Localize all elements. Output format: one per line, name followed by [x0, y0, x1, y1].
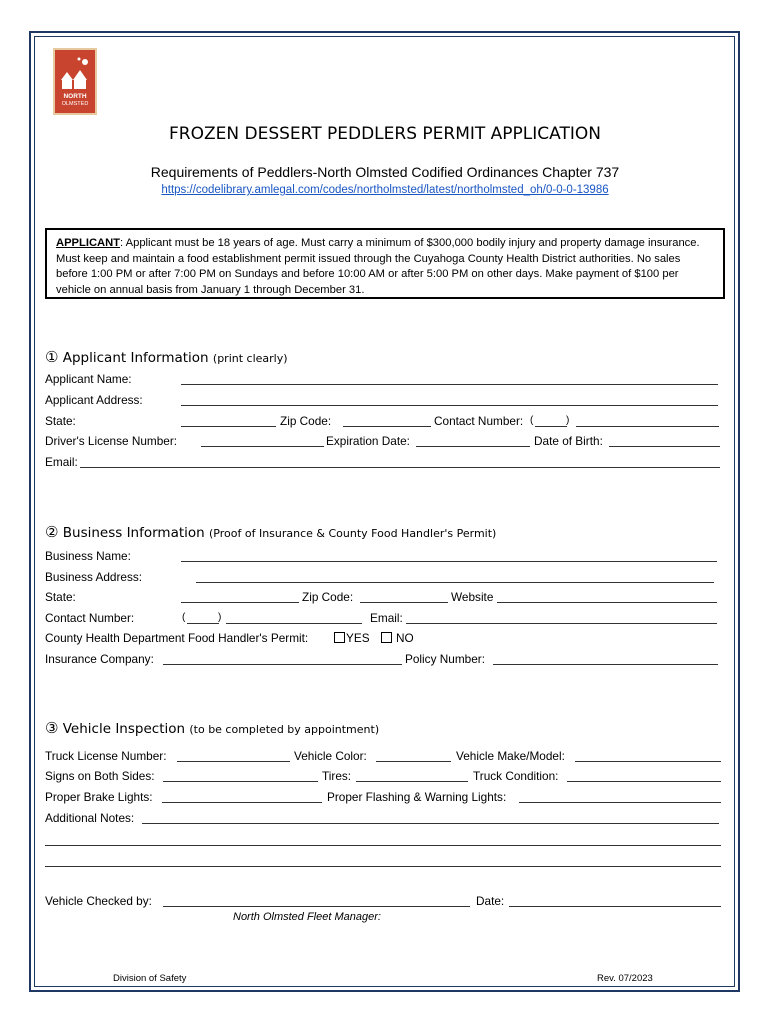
section-vehicle-heading — [45, 719, 379, 737]
make-model-field[interactable] — [575, 761, 721, 762]
page-subtitle: Requirements of Peddlers-North Olmsted Codified Ordinances Chapter 737 — [150, 164, 620, 180]
tires-field[interactable] — [356, 781, 468, 782]
section-note: (print clearly) — [212, 352, 288, 365]
flashing-lights-label: Proper Flashing & Warning Lights: — [327, 790, 507, 804]
fleet-manager-caption: North Olmsted Fleet Manager: — [233, 911, 381, 923]
permit-yes-label: YES — [346, 631, 370, 645]
notes-label: Additional Notes: — [45, 811, 135, 825]
state-label: State: — [45, 414, 76, 428]
applicant-address-field[interactable] — [181, 405, 718, 406]
section-note: (to be completed by appointment) — [189, 723, 380, 736]
svg-text:OLMSTED: OLMSTED — [61, 101, 89, 107]
business-name-field[interactable] — [181, 561, 717, 562]
notes-field-line-3[interactable] — [45, 866, 721, 867]
business-contact-field[interactable] — [226, 623, 362, 624]
business-zip-field[interactable] — [360, 602, 448, 603]
permit-yes-checkbox[interactable] — [334, 632, 345, 643]
notice-text: : Applicant must be 18 years of age. Must carry a minimum of $300,000 bodily injury and property damage insurance. Must keep and maintain a food establishment permit issued through the Cuyahoga County Health District authorities. No sales before 1:00 PM or after 7:00 PM on Sundays and before 10:00 AM or after 5:00 PM on other days. Make payment of $100 per vehicle on annual basis from January 1 through December 31. — [56, 237, 700, 296]
business-email-label: Email: — [370, 611, 403, 625]
permit-no-checkbox[interactable] — [381, 632, 392, 643]
business-state-label: State: — [45, 590, 76, 604]
make-model-label: Vehicle Make/Model: — [456, 749, 565, 763]
checked-by-label: Vehicle Checked by: — [45, 894, 152, 908]
website-field[interactable] — [497, 602, 717, 603]
business-zip-label: Zip Code: — [302, 590, 354, 604]
truck-condition-field[interactable] — [567, 781, 721, 782]
footer-revision: Rev. 07/2023 — [597, 973, 653, 984]
tires-label: Tires: — [322, 769, 352, 783]
page-title: FROZEN DESSERT PEDDLERS PERMIT APPLICATION — [169, 124, 601, 144]
policy-label: Policy Number: — [405, 652, 485, 666]
insurance-field[interactable] — [163, 664, 402, 665]
city-logo — [53, 48, 97, 115]
business-area-code-field[interactable] — [187, 623, 219, 624]
permit-no-label: NO — [396, 631, 414, 645]
contact-paren-close: ) — [566, 415, 570, 426]
section-number-2: ② — [45, 523, 59, 541]
business-name-label: Business Name: — [45, 549, 131, 563]
section-applicant-heading — [45, 348, 288, 366]
signs-field[interactable] — [163, 781, 318, 782]
section-business-heading — [45, 523, 496, 541]
applicant-name-label: Applicant Name: — [45, 372, 132, 386]
inspection-date-field[interactable] — [509, 906, 721, 907]
applicant-notice-box — [45, 228, 725, 299]
truck-condition-label: Truck Condition: — [473, 769, 559, 783]
signs-label: Signs on Both Sides: — [45, 769, 155, 783]
business-address-label: Business Address: — [45, 570, 143, 584]
expiration-label: Expiration Date: — [326, 434, 410, 448]
flashing-lights-field[interactable] — [519, 802, 721, 803]
business-email-field[interactable] — [406, 623, 717, 624]
notice-label: APPLICANT — [56, 237, 121, 249]
truck-license-label: Truck License Number: — [45, 749, 167, 763]
contact-number-field[interactable] — [576, 426, 719, 427]
applicant-address-label: Applicant Address: — [45, 393, 143, 407]
section-title: Applicant Information — [62, 350, 209, 366]
applicant-name-field[interactable] — [181, 384, 718, 385]
state-field[interactable] — [181, 426, 276, 427]
section-title: Business Information — [62, 525, 205, 541]
inspection-date-label: Date: — [476, 894, 505, 908]
contact-label: Contact Number: — [434, 414, 524, 428]
license-label: Driver's License Number: — [45, 434, 178, 448]
truck-license-field[interactable] — [177, 761, 290, 762]
email-label: Email: — [45, 455, 78, 469]
website-label: Website — [451, 590, 494, 604]
business-state-field[interactable] — [181, 602, 299, 603]
brake-lights-field[interactable] — [162, 802, 322, 803]
license-field[interactable] — [201, 446, 324, 447]
footer-division: Division of Safety — [113, 973, 187, 984]
zip-field[interactable] — [343, 426, 431, 427]
section-title: Vehicle Inspection — [62, 721, 186, 737]
email-field[interactable] — [80, 467, 720, 468]
section-number-3: ③ — [45, 719, 59, 737]
business-address-field[interactable] — [196, 582, 714, 583]
notes-field-line-1[interactable] — [142, 823, 719, 824]
brake-lights-label: Proper Brake Lights: — [45, 790, 153, 804]
svg-text:NORTH: NORTH — [63, 93, 87, 100]
checked-by-field[interactable] — [163, 906, 470, 907]
dob-field[interactable] — [609, 446, 720, 447]
notes-field-line-2[interactable] — [45, 845, 721, 846]
business-contact-label: Contact Number: — [45, 611, 135, 625]
vehicle-color-field[interactable] — [376, 761, 451, 762]
zip-label: Zip Code: — [280, 414, 332, 428]
contact-paren-open: ( — [530, 415, 534, 426]
area-code-field[interactable] — [535, 426, 567, 427]
vehicle-color-label: Vehicle Color: — [294, 749, 367, 763]
section-note: (Proof of Insurance & County Food Handler's Permit) — [209, 527, 497, 540]
business-contact-paren-close: ) — [218, 612, 222, 623]
dob-label: Date of Birth: — [534, 434, 603, 448]
ordinance-link[interactable]: https://codelibrary.amlegal.com/codes/northolmsted/latest/northolmsted_oh/0-0-0-13986 — [161, 184, 609, 196]
insurance-label: Insurance Company: — [45, 652, 154, 666]
permit-label: County Health Department Food Handler's Permit: — [45, 631, 309, 645]
section-number-1: ① — [45, 348, 59, 366]
business-contact-paren-open: ( — [182, 612, 186, 623]
policy-field[interactable] — [493, 664, 718, 665]
expiration-field[interactable] — [416, 446, 530, 447]
